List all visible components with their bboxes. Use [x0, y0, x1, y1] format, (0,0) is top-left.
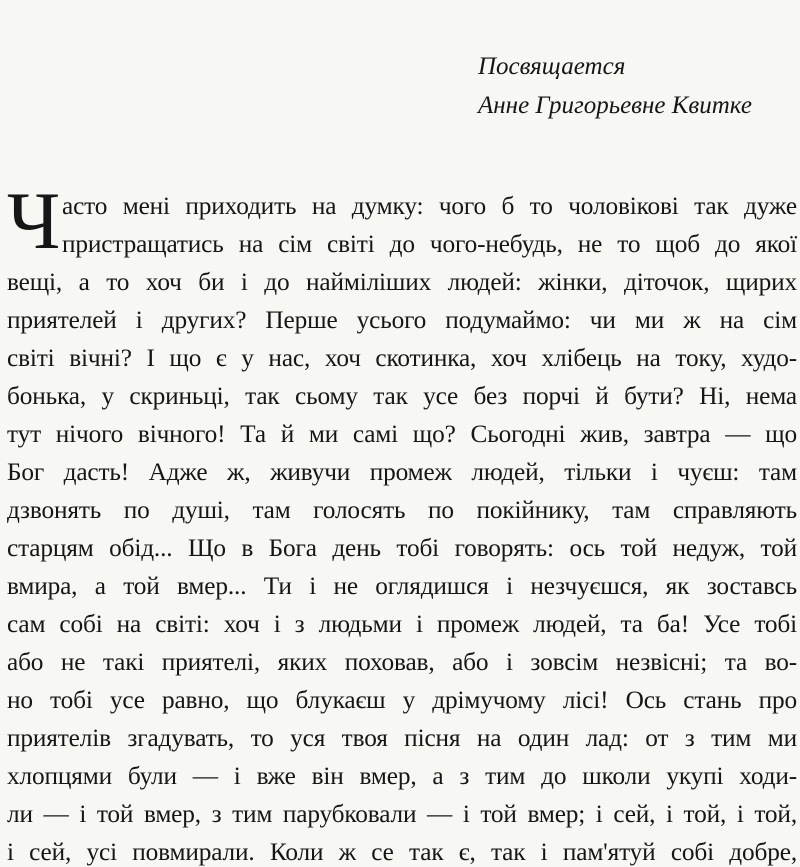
text-line: сам собі на світі: хоч і з людьми і промеж людей, та ба! Усе тобі: [7, 610, 797, 638]
drop-cap: Ч: [7, 175, 61, 266]
text-line: асто мені приходить на думку: чого б то чоловікові так дуже: [62, 192, 797, 220]
text-line: і сей, усі повмирали. Коли ж се так є, так і пам'ятуй собі добре,: [7, 838, 797, 866]
text-line: світі вічні? І що є у нас, хоч скотинка, хоч хлібець на току, худо-: [7, 344, 797, 372]
text-line: дзвонять по душі, там голосять по покійнику, там справляють: [7, 496, 797, 524]
text-line: вмира, а той вмер... Ти і не оглядишся і незчуєшся, як зоставсь: [7, 572, 797, 600]
text-line: приятелів згадувать, то уся твоя пісня на один лад: от з тим ми: [7, 724, 797, 752]
text-line: Бог дасть! Адже ж, живучи промеж людей, тільки і чуєш: там: [7, 458, 797, 486]
dedication-line-1: Посвящается: [478, 53, 626, 80]
dedication: [478, 47, 752, 125]
text-line: вещі, а то хоч би і до найміліших людей: жінки, діточок, щирих: [7, 268, 797, 296]
text-line: бонька, у скриньці, так сьому так усе без порчі й бути? Ні, нема: [7, 382, 797, 410]
text-line: старцям обід... Що в Бога день тобі говорять: ось той недуж, той: [7, 534, 797, 562]
text-line: пристращатись на сім світі до чого-небудь, не то щоб до якої: [62, 230, 797, 258]
body-text: [7, 187, 797, 867]
text-line: приятелей і других? Перше усього подумаймо: чи ми ж на сім: [7, 306, 797, 334]
text-line: або не такі приятелі, яких поховав, або і зовсім незвісні; та во-: [7, 648, 797, 676]
text-line: но тобі усе равно, що блукаєш у дрімучому лісі! Ось стань про: [7, 686, 797, 714]
text-line: хлопцями були — і вже він вмер, а з тим до школи укупі ходи-: [7, 762, 797, 790]
dedication-line-2: Анне Григорьевне Квитке: [478, 92, 752, 119]
text-line: тут нічого вічного! Та й ми самі що? Сьогодні жив, завтра — що: [7, 420, 797, 448]
text-line: ли — і той вмер, з тим парубковали — і той вмер; і сей, і той, і той,: [7, 800, 797, 828]
